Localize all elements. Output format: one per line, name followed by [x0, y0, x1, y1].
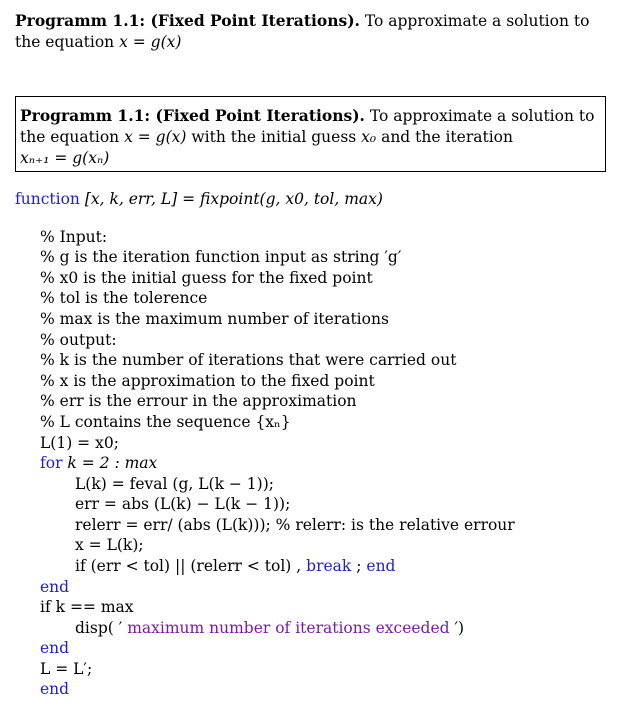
iteration-equation: xₙ₊₁ = g(xₙ): [20, 149, 110, 167]
keyword-end: end: [40, 639, 70, 657]
keyword-break: break: [306, 557, 352, 575]
description-text: the equation: [20, 128, 120, 146]
initial-guess-symbol: x₀: [361, 128, 377, 146]
code-line: x = L(k);: [75, 536, 144, 554]
disp-call: disp( ′: [75, 619, 123, 637]
code-line: % L contains the sequence {xₙ}: [40, 413, 291, 431]
code-line: % output:: [40, 331, 117, 349]
description-text: To approximate a solution to: [369, 107, 595, 125]
code-line: % err is the errour in the approximation: [40, 392, 357, 410]
code-line: % x is the approximation to the fixed point: [40, 372, 375, 390]
description-text: To approximate a solution to: [364, 12, 590, 30]
if-max-line: if k == max: [40, 598, 134, 616]
keyword-function: function: [15, 190, 80, 208]
code-line: relerr = err/ (abs (L(k))); % relerr: is the relative errour: [75, 516, 515, 534]
program-box: [15, 96, 606, 172]
equation: x = g(x): [119, 33, 182, 51]
code-line: % g is the iteration function input as string ′g′: [40, 248, 402, 266]
code-line: % Input:: [40, 228, 108, 246]
code-line: L(1) = x0;: [40, 434, 119, 452]
description-text: with the initial guess: [191, 128, 357, 146]
keyword-end: end: [40, 578, 70, 596]
code-line: % k is the number of iterations that were carried out: [40, 351, 457, 369]
keyword-end: end: [366, 557, 396, 575]
boxed-description-paragraph: [16, 97, 605, 169]
signature-text: [x, k, err, L] = fixpoint(g, x0, tol, max): [84, 190, 383, 208]
code-line: % tol is the tolerence: [40, 289, 208, 307]
description-text: the equation: [15, 33, 115, 51]
disp-line: [75, 618, 464, 638]
keyword-for: for: [40, 454, 63, 472]
transpose-line: L = L′;: [40, 660, 93, 678]
disp-message: maximum number of iterations exceeded: [127, 619, 450, 637]
program-description-paragraph: [15, 10, 615, 53]
for-loop-line: [40, 453, 157, 473]
semicolon: ;: [356, 557, 362, 575]
loop-range: k = 2 : max: [67, 454, 158, 472]
code-line: % x0 is the initial guess for the fixed point: [40, 269, 373, 287]
equation: x = g(x): [124, 128, 187, 146]
if-break-line: [75, 556, 395, 576]
code-line: % max is the maximum number of iterations: [40, 310, 389, 328]
program-heading: Programm 1.1: (Fixed Point Iterations).: [15, 11, 360, 30]
condition-text: if (err < tol) || (relerr < tol) ,: [75, 557, 302, 575]
code-line: err = abs (L(k) − L(k − 1));: [75, 495, 291, 513]
description-text: and the iteration: [381, 128, 513, 146]
program-heading: Programm 1.1: (Fixed Point Iterations).: [20, 106, 365, 125]
disp-close: ′): [454, 619, 465, 637]
code-line: L(k) = feval (g, L(k − 1));: [75, 475, 274, 493]
function-signature: [15, 189, 383, 209]
keyword-end: end: [40, 680, 70, 698]
